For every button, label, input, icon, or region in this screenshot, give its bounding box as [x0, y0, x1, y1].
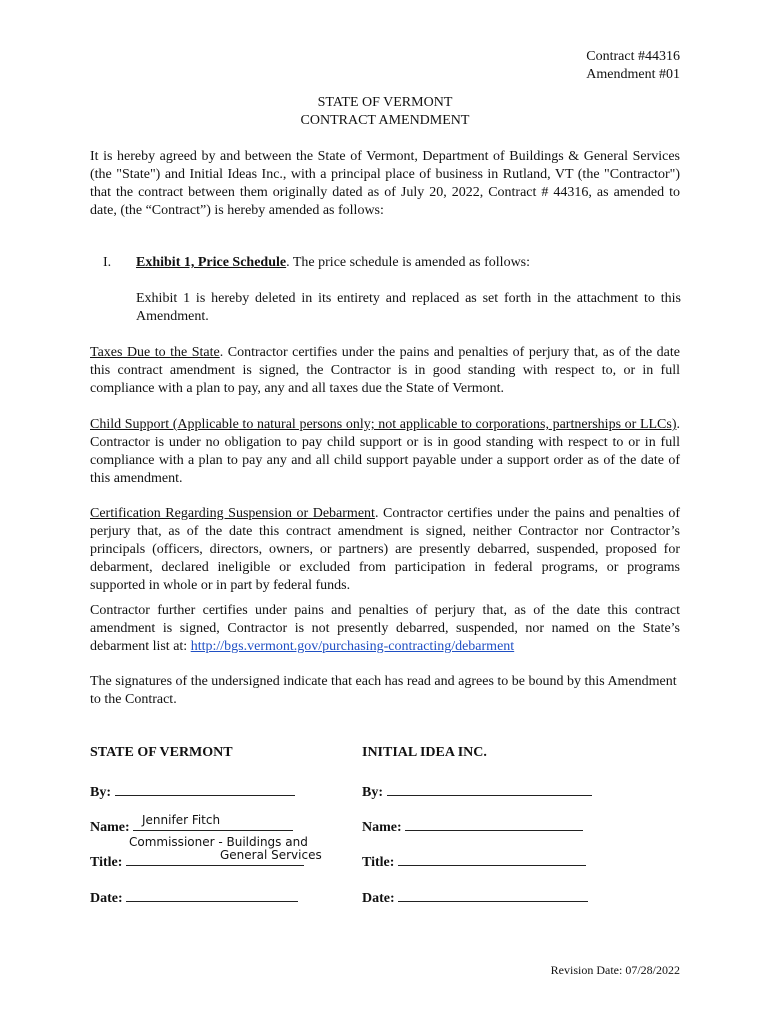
state-name-value: Jennifer Fitch [142, 813, 221, 827]
intro-paragraph: It is hereby agreed by and between the State of Vermont, Department of Buildings & General Services (the "State") and Initial Ideas Inc., with a principal place of business in Rutland, VT (the "Contractor") that the contract between them originally dated as of July 20, 2022, Contract # 44316, as amended to date, (the “Contract”) is hereby amended as follows: [90, 149, 680, 218]
debarment-list-link[interactable]: http://bgs.vermont.gov/purchasing-contracting/debarment [190, 639, 515, 654]
amendment-number: Amendment #01 [586, 67, 680, 82]
party-contractor-heading: INITIAL IDEA INC. [362, 745, 487, 760]
state-date-field: Date: [90, 887, 298, 908]
taxes-heading: Taxes Due to the State [90, 345, 220, 360]
state-name-field: Name: [90, 816, 293, 837]
contract-reference [586, 48, 680, 84]
child-support-paragraph: Child Support (Applicable to natural persons only; not applicable to corporations, partnerships or LLCs). Contractor is under no obligation to pay child support or is in good standing with respect to or in full compliance with a plan to pay any and all child support payable under a support order as of the date of this amendment. [90, 417, 680, 486]
party-state-heading: STATE OF VERMONT [90, 745, 233, 760]
revision-date: Revision Date: 07/28/2022 [550, 963, 680, 977]
document-title [0, 94, 770, 130]
further-certification-paragraph: Contractor further certifies under pains and penalties of perjury that, as of the date this contract amendment is signed, Contractor is not presently debarred, suspended, nor named on the State’s debarment list at: http://bgs.vermont.gov/purchasing-contracting/debarment [90, 603, 680, 654]
state-by-line[interactable] [115, 781, 295, 796]
state-title-value: Commissioner - Buildings and General Services [129, 835, 322, 862]
contractor-name-line[interactable] [405, 816, 583, 831]
section-heading: Exhibit 1, Price Schedule. The price schedule is amended as follows: [136, 255, 531, 270]
child-support-heading: Child Support (Applicable to natural persons only; not applicable to corporations, partnerships or LLCs) [90, 417, 677, 432]
contractor-date-line[interactable] [398, 887, 588, 902]
section-title: Exhibit 1, Price Schedule [136, 255, 287, 270]
signatures-statement: The signatures of the undersigned indicate that each has read and agrees to be bound by this Amendment to the Contract. [90, 674, 677, 707]
title-line-1: STATE OF VERMONT [317, 95, 453, 110]
state-date-line[interactable] [126, 887, 298, 902]
contractor-date-field: Date: [362, 887, 588, 908]
debarment-paragraph: Certification Regarding Suspension or Debarment. Contractor certifies under the pains and penalties of perjury that, as of the date this contract amendment is signed, neither Contractor nor Contractor’s principals (officers, directors, owners, or partners) are presently debarred, suspended, proposed for debarment, declared ineligible or excluded from participation in federal programs, or programs supported in whole or in part by federal funds. [90, 506, 680, 593]
contractor-by-line[interactable] [387, 781, 592, 796]
state-title-field: Title: [90, 851, 304, 872]
taxes-paragraph: Taxes Due to the State. Contractor certifies under the pains and penalties of perjury that, as of the date this contract amendment is signed, the Contractor is in good standing with respect to, or in full compliance with a plan to pay, any and all taxes due the State of Vermont. [90, 345, 680, 396]
contractor-by-field: By: [362, 781, 592, 802]
contract-number: Contract #44316 [586, 49, 680, 64]
debarment-heading: Certification Regarding Suspension or Debarment [90, 506, 375, 521]
contractor-title-line[interactable] [398, 851, 586, 866]
contractor-name-field: Name: [362, 816, 583, 837]
state-by-field: By: [90, 781, 295, 802]
contractor-title-field: Title: [362, 851, 586, 872]
title-line-2: CONTRACT AMENDMENT [300, 113, 470, 128]
section-body: Exhibit 1 is hereby deleted in its entirety and replaced as set forth in the attachment to this Amendment. [136, 291, 681, 324]
section-numeral: I. [103, 255, 112, 270]
